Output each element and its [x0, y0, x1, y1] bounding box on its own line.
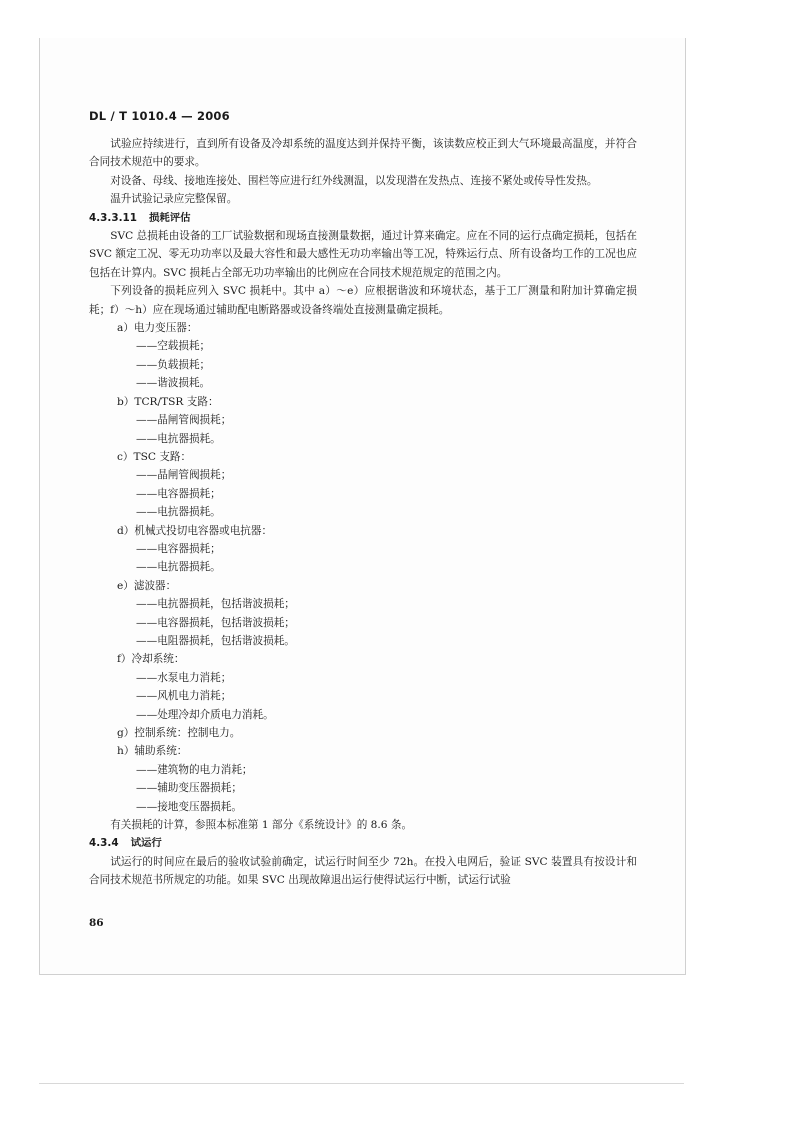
intro-paragraph-2: 对设备、母线、接地连接处、围栏等应进行红外线测温，以发现潜在发热点、连接不紧处或传导性发热。: [110, 174, 598, 187]
section-number: 4.3.4: [89, 837, 119, 850]
loss-sub-item: ——电容器损耗；: [136, 487, 221, 500]
loss-sub-item: ——水泵电力消耗；: [136, 671, 232, 684]
loss-sub-item: ——建筑物的电力消耗；: [136, 763, 253, 776]
loss-sub-item: ——晶闸管阀损耗；: [136, 469, 232, 482]
intro-paragraph-1: 试验应持续进行，直到所有设备及冷却系统的温度达到并保持平衡，该读数应校正到大气环境最高温度，并符合合同技术规范中的要求。: [89, 138, 637, 169]
loss-item: d）机械式投切电容器或电抗器：: [117, 524, 273, 537]
loss-item: c）TSC 支路：: [117, 450, 192, 463]
loss-sub-item: ——空载损耗；: [136, 340, 211, 353]
loss-sub-item: ——电容器损耗；: [136, 542, 221, 555]
section-title: 损耗评估: [149, 211, 191, 224]
section-number: 4.3.3.11: [89, 211, 137, 224]
loss-sub-item: ——电容器损耗，包括谐波损耗；: [136, 616, 295, 629]
loss-sub-item: ——处理冷却介质电力消耗。: [136, 708, 274, 721]
section-heading-4-3-4: [89, 834, 637, 852]
loss-sub-item: ——风机电力消耗；: [136, 690, 232, 703]
page-body: [89, 135, 637, 890]
loss-sub-item: ——电抗器损耗。: [136, 561, 221, 574]
bottom-divider: [39, 1083, 684, 1084]
loss-calc-note: 有关损耗的计算，参照本标准第 1 部分《系统设计》的 8.6 条。: [110, 819, 413, 832]
trial-run-paragraph: 试运行的时间应在最后的验收试验前确定，试运行时间至少 72h。在投入电网后，验证 SVC 装置具有按设计和合同技术规范书所规定的功能。如果 SVC 出现故障退出运行使得试运行中断，试运行试验: [89, 855, 637, 887]
loss-item: h）辅助系统：: [117, 745, 188, 758]
document-code: DL / T 1010.4 — 2006: [89, 109, 230, 123]
loss-sub-item: ——接地变压器损耗。: [136, 800, 242, 813]
loss-sub-item: ——辅助变压器损耗；: [136, 782, 242, 795]
intro-paragraph-3: 温升试验记录应完整保留。: [110, 193, 238, 206]
loss-sub-item: ——电抗器损耗，包括谐波损耗；: [136, 598, 295, 611]
section-heading-4-3-3-11: [89, 209, 637, 227]
loss-item: b）TCR/TSR 支路：: [117, 395, 219, 408]
loss-item: e）滤波器：: [117, 579, 177, 592]
loss-eval-paragraph-1: SVC 总损耗由设备的工厂试验数据和现场直接测量数据，通过计算来确定。应在不同的运行点确定损耗，包括在 SVC 额定工况、零无功功率以及最大容性和最大感性无功功率输出等工况，特殊运行点、所有设备均工作的工况也应包括在计算内。SVC 损耗占全部无功功率输出的比例应在合同技术规范规定的范围之内。: [89, 230, 637, 279]
loss-sub-item: ——谐波损耗。: [136, 377, 211, 390]
loss-items-list: [89, 319, 637, 816]
loss-sub-item: ——晶闸管阀损耗；: [136, 414, 232, 427]
loss-item: f）冷却系统：: [117, 653, 185, 666]
loss-sub-item: ——负载损耗；: [136, 358, 211, 371]
loss-item: a）电力变压器：: [117, 322, 198, 335]
loss-sub-item: ——电抗器损耗。: [136, 506, 221, 519]
section-title: 试运行: [130, 837, 162, 850]
loss-sub-item: ——电阻器损耗，包括谐波损耗。: [136, 634, 295, 647]
loss-sub-item: ——电抗器损耗。: [136, 432, 221, 445]
page-number: 86: [89, 917, 104, 929]
loss-eval-paragraph-2: 下列设备的损耗应列入 SVC 损耗中。其中 a）～e）应根据谐波和环境状态，基于工厂测量和附加计算确定损耗；f）～h）应在现场通过辅助配电断路器或设备终端处直接测量确定损耗。: [89, 285, 637, 316]
loss-item: g）控制系统：控制电力。: [117, 727, 241, 739]
